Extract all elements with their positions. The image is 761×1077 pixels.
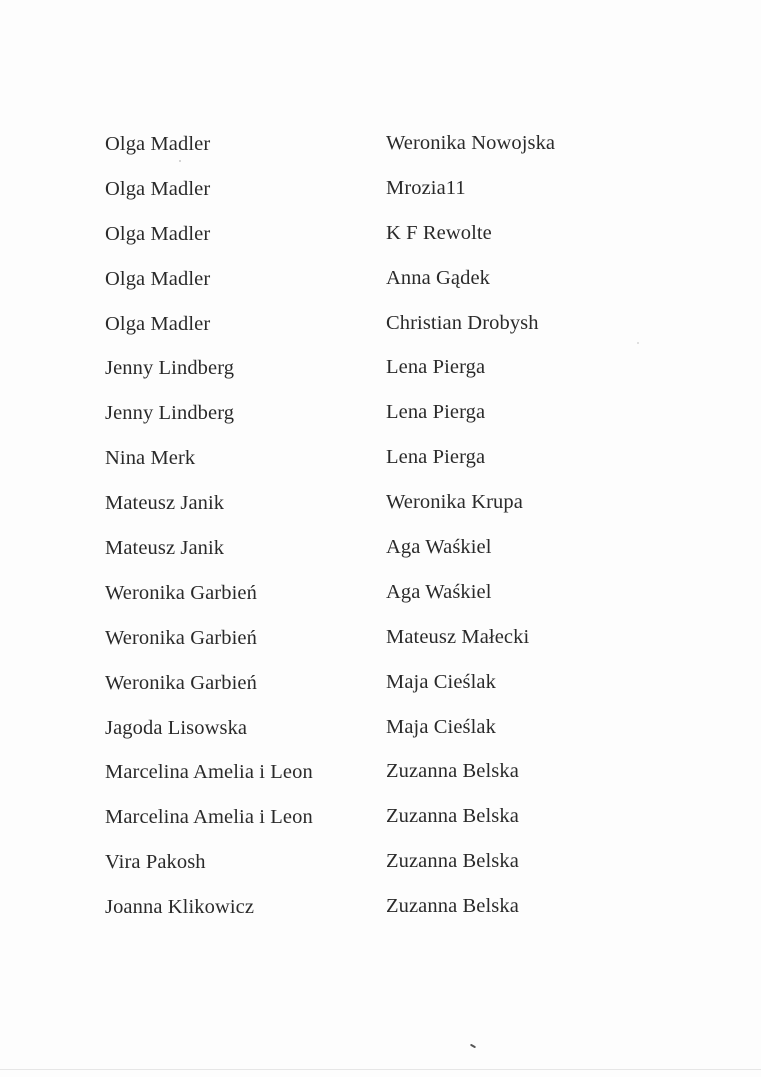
- names-list-right: [386, 127, 555, 935]
- list-item: Mateusz Janik: [105, 492, 225, 515]
- scan-edge: [0, 1069, 761, 1070]
- scan-speck: [470, 1044, 476, 1049]
- list-item: Zuzanna Belska: [386, 895, 519, 918]
- list-item: Weronika Nowojska: [386, 132, 556, 154]
- list-item: Olga Madler: [105, 133, 211, 155]
- list-item: Aga Waśkiel: [386, 580, 492, 603]
- list-item: Maja Cieślak: [386, 670, 496, 693]
- list-item: Zuzanna Belska: [386, 805, 519, 828]
- list-item: Marcelina Amelia i Leon: [105, 806, 313, 829]
- list-item: Jenny Lindberg: [105, 402, 235, 425]
- list-item: Mateusz Janik: [105, 537, 225, 560]
- list-item: Nina Merk: [105, 447, 196, 470]
- list-item: Joanna Klikowicz: [105, 896, 255, 919]
- list-item: Anna Gądek: [386, 266, 491, 289]
- list-item: Mateusz Małecki: [386, 625, 530, 648]
- list-item: Maja Cieślak: [386, 715, 496, 738]
- list-item: Weronika Garbień: [105, 671, 257, 694]
- list-item: Vira Pakosh: [105, 851, 206, 874]
- list-item: Aga Waśkiel: [386, 536, 492, 559]
- list-item: Lena Pierga: [386, 401, 486, 424]
- list-item: Olga Madler: [105, 222, 211, 245]
- list-item: Jenny Lindberg: [105, 357, 235, 380]
- list-item: Mrozia11: [386, 176, 466, 199]
- list-item: Zuzanna Belska: [386, 760, 519, 783]
- list-item: Christian Drobysh: [386, 311, 539, 334]
- list-item: Zuzanna Belska: [386, 850, 519, 873]
- list-item: K F Rewolte: [386, 221, 492, 244]
- list-item: Jagoda Lisowska: [105, 716, 248, 739]
- list-item: Olga Madler: [105, 177, 211, 200]
- scan-speck: [637, 342, 639, 344]
- list-item: Marcelina Amelia i Leon: [105, 761, 313, 784]
- scan-speck: [179, 160, 181, 162]
- list-item: Weronika Garbień: [105, 626, 257, 649]
- list-item: Olga Madler: [105, 267, 211, 290]
- list-item: Lena Pierga: [386, 356, 486, 379]
- list-item: Olga Madler: [105, 312, 211, 335]
- list-item: Weronika Krupa: [386, 491, 523, 514]
- names-list-left: [105, 128, 313, 936]
- list-item: Weronika Garbień: [105, 581, 257, 604]
- list-item: Lena Pierga: [386, 446, 486, 469]
